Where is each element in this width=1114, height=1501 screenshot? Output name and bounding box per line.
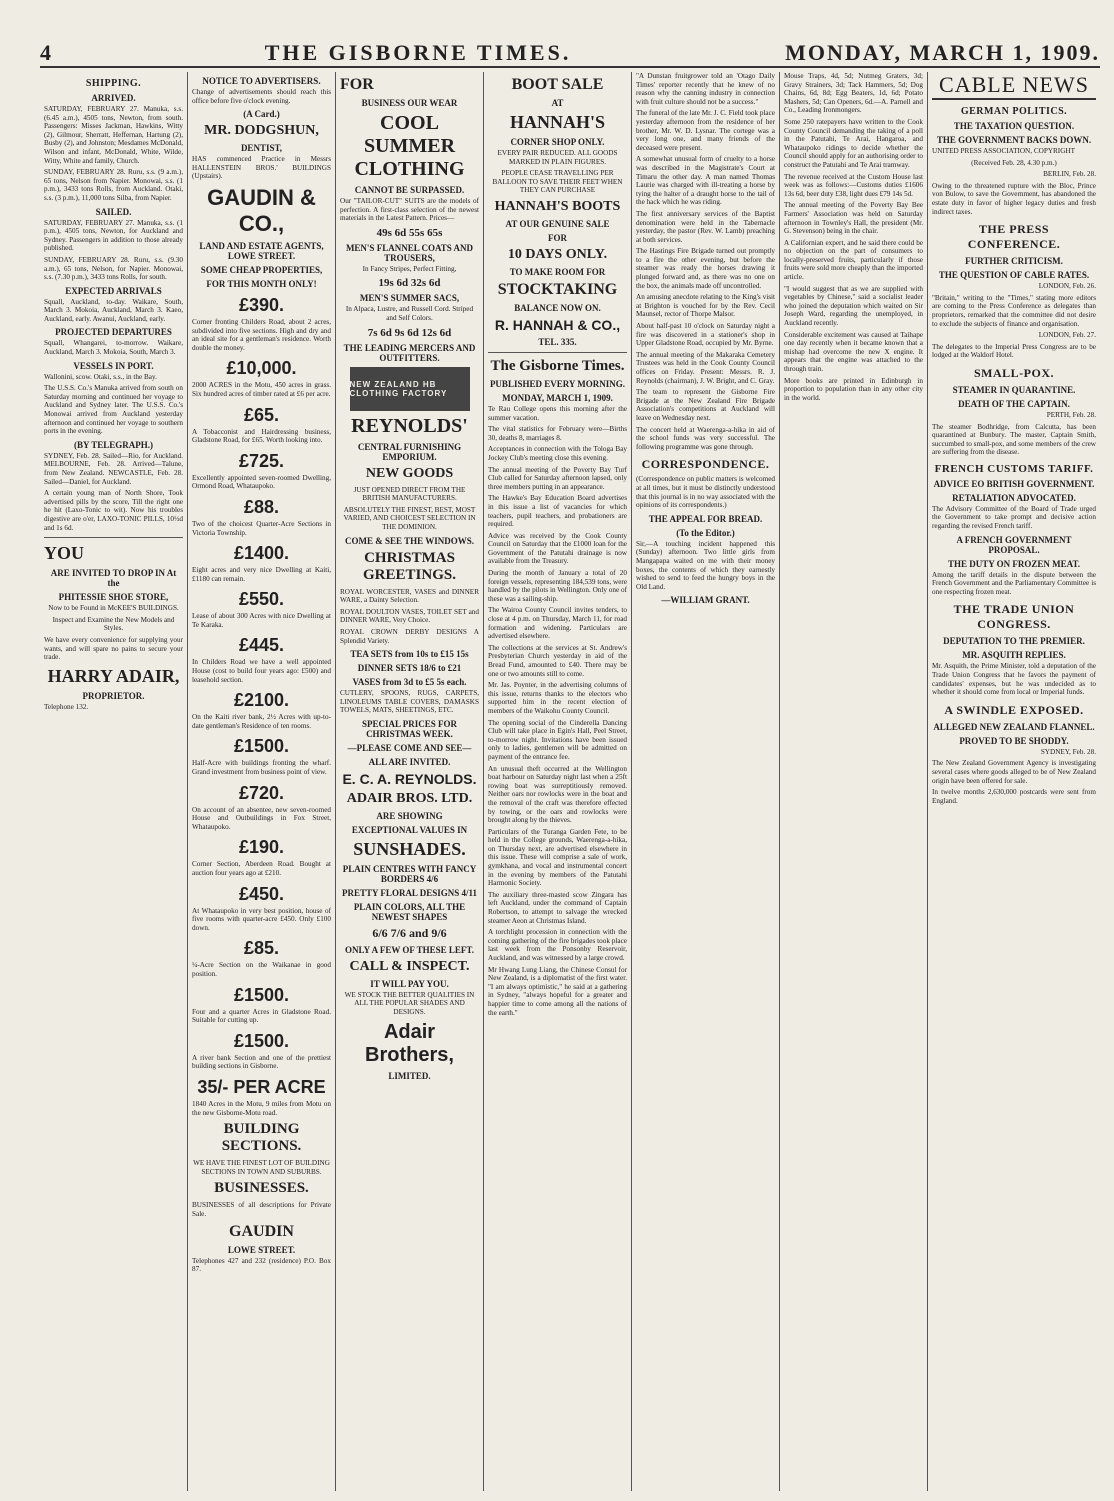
news-item: More books are printed in Edinburgh in proportion to population than in any other city in the world. (784, 376, 923, 402)
advert-text: MEN'S FLANNEL COATS AND TROUSERS, (345, 242, 474, 263)
advert-text: ABSOLUTELY THE FINEST, BEST, MOST VARIED, AND CHOICEST SELECTION IN THE DOMINION. (343, 505, 476, 531)
news-item: The annual meeting of the Makaraka Cemetery Trustees was held in the Cook County Council offices on Friday. Present: Messrs. R. J. Reynolds (chairman), J. W. Bright, and C. Gray. (636, 350, 775, 385)
price: £450. (238, 883, 285, 904)
price-line: PLAIN CENTRES WITH FANCY BORDERS 4/6 (342, 863, 477, 884)
advert-heading: BUSINESS OUR WEAR (361, 98, 458, 108)
price: £1500. (233, 736, 290, 757)
sub-heading: VESSELS IN PORT. (73, 360, 154, 371)
letter-salutation: (To the Editor.) (676, 527, 735, 538)
price-list: 7s 6d 9s 6d 12s 6d (367, 326, 452, 339)
column-local-news (484, 72, 632, 1491)
price: £1500. (233, 1030, 290, 1051)
section-heading: CABLE NEWS (932, 72, 1096, 100)
headline: SMALL-POX. (974, 365, 1054, 380)
article-text: SYDNEY, Feb. 28. Sailed—Rio, for Auckland. MELBOURNE, Feb. 28. Arrived—Talune, from New Zealand. NEWCASTLE, Feb. 28. Sailed—Daniel, for Auckland. (44, 451, 183, 486)
advert-text: THE LEADING MERCERS AND OUTFITTERS. (343, 342, 476, 363)
advert-text: EVERY PAIR REDUCED. ALL GOODS MARKED IN PLAIN FIGURES. (497, 149, 618, 166)
advert-text: CORNER SHOP ONLY. (510, 137, 605, 147)
advert-text: MEN'S SUMMER SACS, (359, 293, 460, 304)
advert-text: Telephone 132. (44, 702, 89, 711)
news-item: The collections at the services at St. Andrew's Presbyterian Church yesterday in aid of the Bread Fund, amounted to £40. There may be one or two amounts still to come. (488, 643, 627, 678)
news-item: The team to represent the Gisborne Fire Brigade at the New Zealand Fire Brigade Association's competitions at Auckland will leave on Wednesday next. (636, 388, 775, 422)
publication-note: PUBLISHED EVERY MORNING. (489, 378, 626, 389)
column-shipping (40, 72, 188, 1491)
advert-heading: YOU (44, 543, 84, 564)
column-local-news-2 (632, 72, 780, 1491)
advert-text: PEOPLE CEASE TRAVELLING PER BALLOON TO SAVE THEIR FEET WHEN THEY CAN PURCHASE (492, 169, 623, 195)
price: £725. (238, 450, 285, 471)
headline: GERMAN POLITICS. (960, 106, 1068, 117)
news-item: Mr Hwang Lung Liang, the Chinese Consul for New Zealand, is a diplomatist of the first water. "I am always optimistic," he said at a gathering in Sydney, "always hopeful for a greater and happier time to come among all the nations of the earth." (488, 965, 627, 1017)
advert-text: In Alpaca, Lustre, and Russell Cord. Striped and Self Colors. (345, 305, 474, 322)
advert-text: COME & SEE THE WINDOWS. (345, 535, 474, 546)
column-adverts-clothing (336, 72, 484, 1491)
advert-heading: HANNAH'S BOOTS (494, 198, 621, 214)
advert-text: LIMITED. (388, 1070, 431, 1081)
listing-text: At Whataupoko in very best position, house of five rooms with quarter-acre £450. Only £100 down. (192, 906, 331, 932)
news-item: "A Dunstan fruitgrower told an 'Otago Daily Times' reporter recently that he knew of no reason why the canning industry in connection with fruit culture should not be a success." (636, 72, 775, 106)
article-text: SATURDAY, FEBRUARY 27. Manuka, s.s. (6.45 a.m.), 4505 tons, Newton, from south. Passengers: Misses Jackman, Hawkins, Witty (2), Gilmour, Sherratt, Heffernan, Hartung (2), Busby (2), and Johnston; Mesdames McDonald, Wilson and infant, McDonald, White, Wilde, Witty, White and family, Church. (44, 105, 183, 165)
sub-heading: ADVICE EO BRITISH GOVERNMENT. (933, 478, 1095, 489)
news-item: An unusual theft occurred at the Wellington boat harbour on Saturday night last when a 25ft rowing boat was surreptitiously removed. Neither oars nor rowlocks were in the boat and the removal of the craft was therefore effected by towing, or the oars and rowlocks were brought along by the thieves. (488, 764, 627, 825)
listing-text: On account of an absentee, new seven-roomed House and Outbuildings in Fox Street, Whataupoko. (192, 805, 331, 831)
credit-line: UNITED PRESS ASSOCIATION, COPYRIGHT (932, 147, 1075, 155)
advert-text: LOWE STREET. (227, 1244, 296, 1255)
price: £88. (243, 496, 280, 517)
issue-date: MONDAY, MARCH 1, 1909. (785, 40, 1100, 65)
news-item: Te Rau College opens this morning after the summer vacation. (488, 404, 627, 422)
advert-heading: SUNSHADES. (353, 838, 466, 859)
news-item: Advice was received by the Cook County Council on Saturday that the £1000 loan for the Government of the Patutahi drainage is now available from the Treasury. (488, 531, 627, 566)
advert-text: SOME CHEAP PROPERTIES, (200, 264, 323, 275)
advert-text: Telephones 427 and 232 (residence) P.O. Box 87. (192, 1256, 331, 1274)
advert-text: ONLY A FEW OF THESE LEFT. (344, 944, 475, 955)
sub-heading: DEPUTATION TO THE PREMIER. (943, 636, 1085, 647)
letter-heading: THE APPEAL FOR BREAD. (648, 513, 763, 524)
price-line: VASES from 3d to £5 5s each. (352, 677, 467, 688)
price: £550. (238, 589, 285, 610)
listing-text: 1840 Acres in the Motu, 9 miles from Motu on the new Gisborne-Motu road. (192, 1099, 331, 1117)
headline: THE PRESS CONFERENCE. (967, 222, 1061, 252)
news-item: Considerable excitement was caused at Taihape one day recently when it became known that a mishap had overcome the new X engine. It appears that the engine was attached to the through train. (784, 330, 923, 373)
news-item: An amusing anecdote relating to the King's visit at Brighton is vouched for by the Rev. Cecil Maunsel, rector of Thorpe Malsor. (636, 293, 775, 319)
advert-text: FOR (548, 232, 567, 243)
article-text: The New Zealand Government Agency is investigating several cases where goods alleged to be of New Zealand origin have been offered for sale. (932, 759, 1096, 785)
listing-text: A Tobacconist and Hairdressing business, Gladstone Road, for £65. Worth looking into. (192, 427, 331, 445)
news-item: During the month of January a total of 20 foreign vessels, representing 184,539 tons, were handled by the pilots in Wellington. Only one of these was a sailing-ship. (488, 569, 627, 603)
advert-text: Inspect and Examine the New Models and Styles. (52, 615, 175, 633)
price-list: 49s 6d 55s 65s (376, 226, 443, 239)
article-text: The steamer Bodhridge, from Calcutta, has been quarantined at Bunbury. The master, Captain Smith, succumbed to small-pox, and some members of the crew are suffering from the disease. (932, 422, 1096, 457)
price: £190. (238, 837, 285, 858)
news-item: A Californian expert, and he said there could be no objection on the part of consumers to locally-preserved fruits, particularly if those fruits were sold more cheaply than the imported article. (784, 238, 923, 282)
news-item: The concert held at Waerenga-a-hika in aid of the school funds was very successful. The following programme was gone through. (636, 425, 775, 451)
sub-heading: (BY TELEGRAPH.) (73, 439, 153, 450)
sub-heading: SAILED. (95, 206, 132, 217)
article-text: The Advisory Committee of the Board of Trade urged the Government to take prompt and decisive action regarding the revised French tariff. (932, 504, 1096, 531)
hb-clothing-logo: NEW ZEALAND HB CLOTHING FACTORY (350, 367, 470, 411)
advert-text: (A Card.) (243, 109, 280, 120)
advert-text: WE HAVE THE FINEST LOT OF BUILDING SECTIONS IN TOWN AND SUBURBS. (193, 1159, 330, 1176)
headline: FRENCH CUSTOMS TARIFF. (934, 462, 1094, 475)
listing-text: Four and a quarter Acres in Gladstone Road. Suitable for cutting up. (192, 1007, 331, 1025)
dateline: LONDON, Feb. 27. (1038, 331, 1096, 340)
notice-text: Change of advertisements should reach this office before five o'clock evening. (192, 88, 331, 105)
advert-text: EXCEPTIONAL VALUES IN (351, 824, 468, 835)
news-item: Acceptances in connection with the Tologa Bay Jockey Club's meeting close this evening. (488, 445, 627, 462)
listing-text: 2000 ACRES in the Motu, 450 acres in grass. Six hundred acres of timber rated at £6 per acre. (192, 381, 331, 398)
listing-text: Excellently appointed seven-roomed Dwelling, Ormond Road, Whataupoko. (192, 473, 331, 491)
advert-heading: REYNOLDS' (351, 414, 468, 437)
sub-heading: THE DUTY ON FROZEN MEAT. (947, 558, 1081, 569)
price: £10,000. (226, 358, 297, 379)
advert-text: A certain young man of North Shore, Took advertised pills by the score, Till the right one he hit (Laxo-Tonic to wit). Now his troubles digestive are o'er, LAXO-TONIC PILLS, 10½d and 1s 6d. (44, 489, 183, 532)
advert-heading: HARRY ADAIR, (47, 665, 180, 686)
news-item: The Hastings Fire Brigade turned out promptly to a fire the other evening, but before the steamer was ready the horses drawing it plunged forward and, as there was no one on the box, the animals made off uncontrolled. (636, 247, 775, 290)
advert-heading: GAUDIN & CO., (207, 184, 316, 236)
dateline: PERTH, Feb. 28. (1046, 410, 1096, 419)
advert-heading: PHITESSIE SHOE STORE, (58, 592, 169, 603)
news-item: A somewhat unusual form of cruelty to a horse was described in the Magistrate's Court at Timaru the other day. A man named Thomas Laurie was charged with ill-treating a horse by tying the halter of a draught horse to the tail of the hack which he was riding. (636, 155, 775, 207)
letter-text: Sir,—A touching incident happened this (Sunday) afternoon. Two little girls from Mangapapa waited on me with their money boxes, the contents of which they earnestly wished to send to feed the hungry boys in the Old Land. (636, 539, 775, 591)
sub-heading: STEAMER IN QUARANTINE. (952, 384, 1076, 395)
advert-text: We have every convenience for supplying your wants, and will spare no pains to secure your trade. (44, 635, 183, 662)
sub-heading: MR. ASQUITH REPLIES. (962, 650, 1066, 661)
listing-text: ¼-Acre Section on the Waikanae in good position. (192, 961, 331, 978)
advert-text: ALL ARE INVITED. (368, 756, 451, 767)
advert-text: PROPRIETOR. (82, 690, 145, 701)
advert-text: —PLEASE COME AND SEE— (347, 742, 472, 753)
news-item: The annual meeting of the Poverty Bay Bee Farmers' Association was held on Saturday afternoon in Townley's Hall, the president (Mr. G. Stevenson) being in the chair. (784, 201, 923, 236)
advert-text: CANNOT BE SURPASSED. (354, 185, 465, 195)
sub-heading: THE QUESTION OF CABLE RATES. (938, 270, 1090, 281)
price-line: PLAIN COLORS, ALL THE NEWEST SHAPES (353, 901, 466, 922)
sub-heading: ARRIVED. (91, 93, 136, 103)
article-text: SUNDAY, FEBRUARY 28. Ruru, s.s. (9.30 a.m.), 65 tons, Nelson, for Napier. Monowai, s.s. (7.30 p.m.), 3433 tons Rolls, for south. (44, 255, 183, 282)
sub-heading: RETALIATION ADVOCATED. (952, 492, 1076, 503)
advert-text: In Fancy Stripes, Perfect Fitting, (362, 264, 457, 273)
news-item: The Hawke's Bay Education Board advertises in this issue a list of vacancies for which teachers, pupil teachers, and probationers are required. (488, 494, 627, 529)
advert-heading: E. C. A. REYNOLDS. (342, 770, 477, 787)
price: 35/- PER ACRE (197, 1076, 326, 1097)
advert-heading: HANNAH'S (509, 112, 605, 132)
news-item: About half-past 10 o'clock on Saturday night a fire was discovered in a stationer's shop in Upper Gladstone Road, occupied by Mr. Byrne. (636, 322, 775, 348)
advert-text: LAND AND ESTATE AGENTS, LOWE STREET. (199, 240, 324, 261)
column-adverts (188, 72, 336, 1491)
article-text: SUNDAY, FEBRUARY 28. Ruru, s.s. (9 a.m.), 65 tons, Nelson from Napier. Monowai, s.s. (1 p.m.), 3433 tons Rolls, from Auckland. Otaki, s.s. (3 p.m.), 11,000 tons Silba, from Napier. (44, 168, 183, 202)
sub-heading: EXPECTED ARRIVALS (65, 285, 162, 296)
column-cable-news (928, 72, 1100, 1491)
article-text: Squall, Whangarei, to-morrow. Waikare, Auckland, March 3. Mokoia, South, March 3. (44, 339, 183, 357)
divider (488, 352, 627, 353)
newspaper-title: THE GISBORNE TIMES. (264, 40, 572, 65)
sub-heading: ALLEGED NEW ZEALAND FLANNEL. (933, 721, 1095, 732)
news-item: Mouse Traps, 4d, 5d; Nutmeg Graters, 3d; Gravy Strainers, 3d; Tack Hammers, 5d; Dog Chains, 6d, 8d; Egg Beaters, 1d, 6d; Potato Mashers, 5d; Can Openers, 6d.—A. Parnell and Co., Leading Ironmongers. (784, 72, 923, 115)
listing-text: Two of the choicest Quarter-Acre Sections in Victoria Township. (192, 519, 331, 537)
advert-text: CUTLERY, SPOONS, RUGS, CARPETS, LINOLEUMS TABLE COVERS, DAMASKS TOWELS, MATS, SHEETINGS, ETC. (340, 689, 479, 715)
advert-text: AT OUR GENUINE SALE (505, 218, 610, 229)
listing-text: On the Kaiti river bank, 2½ Acres with up-to-date gentleman's Residence of ten rooms. (192, 713, 331, 730)
price-list: 6/6 7/6 and 9/6 (372, 925, 447, 940)
headline: THE TRADE UNION CONGRESS. (953, 602, 1075, 632)
price: £445. (238, 635, 285, 656)
issue-date: MONDAY, MARCH 1, 1909. (502, 392, 613, 403)
news-item: A torchlight procession in connection with the coming gathering of the fire brigades took place last week from the Ponsonby Reservoir, Auckland, and was witnessed by a large crowd. (488, 928, 627, 962)
price: £85. (243, 938, 280, 959)
column-local-news-3 (780, 72, 928, 1491)
divider (44, 537, 183, 538)
advert-text: ROYAL DOULTON VASES, TOILET SET and DINNER WARE, Very Choice. (340, 607, 479, 625)
news-item: Particulars of the Turanga Garden Fete, to be held in the College grounds, Waerenga-a-hika, on Thursday next, are advertised elsewhere in this issue. These will comprise a sale of work, gymkhana, and vocal and instrumental concert in the evening by members of the Patutahi Harmonic Society. (488, 827, 627, 888)
advert-heading: CALL & INSPECT. (349, 958, 470, 974)
news-item: The opening social of the Cinderella Dancing Club will take place in Egin's Hall, Peel Street, to-morrow night. Invitations have been issued only to ladies, gentlemen will be admitted on payment of the entrance fee. (488, 718, 627, 761)
news-item: Mr. Jas. Poynter, in the advertising columns of this issue, returns thanks to the electors who supported him in the recent election of members of the Waikohu County Council. (488, 681, 627, 715)
news-item: The funeral of the late Mr. J. C. Field took place yesterday afternoon from the residence of her brother, Mr. W. D. Lysnar. The cortege was a very long one, and many friends of the deceased were present. (636, 109, 775, 152)
advert-heading: CHRISTMAS GREETINGS. (363, 549, 456, 583)
letter-signature: —WILLIAM GRANT. (661, 595, 750, 606)
advert-text: TO MAKE ROOM FOR (509, 266, 606, 277)
advert-text: WE STOCK THE BETTER QUALITIES IN ALL THE POPULAR SHADES AND DESIGNS. (344, 990, 475, 1017)
sub-heading: PROVED TO BE SHODDY. (959, 735, 1069, 746)
article-text: Mr. Asquith, the Prime Minister, told a deputation of the Trade Union Congress that he favors the payment of candidates' expenses, but he was undecided as to whether it should come from local or Imperial funds. (932, 662, 1096, 697)
advert-text: BALANCE NOW ON. (514, 302, 601, 313)
section-heading: CORRESPONDENCE. (641, 457, 770, 472)
news-item: "I would suggest that as we are supplied with vegetables by Chinese," said a socialist leader who joined the deputation which waited on Sir Joseph Ward, regarding the unemployed, in Auckland recently. (784, 284, 923, 328)
headline: A SWINDLE EXPOSED. (944, 702, 1084, 717)
news-item: The revenue received at the Custom House last week was as follows:—Customs duties £1606 13s 6d, beer duty £38, light dues £79 14s 5d. (784, 172, 923, 198)
advert-heading: NEW GOODS (365, 465, 454, 481)
editorial-note: (Correspondence on public matters is welcomed at all times, but it must be distinctly understood that this journal is in no way associated with the opinions of its correspondents.) (636, 475, 775, 510)
advert-heading: BUSINESSES. (214, 1180, 309, 1197)
advert-text: FOR THIS MONTH ONLY! (206, 278, 317, 289)
price: £2100. (233, 690, 290, 711)
advert-text: ROYAL CROWN DERBY DESIGNS A Splendid Variety. (340, 627, 479, 645)
advert-text: Our "TAILOR-CUT" SUITS are the models of perfection. A first-class selection of the newest materials in the Latest Pattern. Prices— (340, 197, 479, 223)
listing-text: Half-Acre with buildings fronting the wharf. Grand investment from business point of view. (192, 759, 331, 777)
listing-text: Corner Section, Aberdeen Road. Bought at auction four years ago at £210. (192, 860, 331, 877)
article-text: Wallonini, scow. Otaki, s.s., in the Bay. (44, 372, 157, 381)
advert-text: AT (551, 98, 564, 108)
sub-heading: THE GOVERNMENT BACKS DOWN. (936, 135, 1092, 145)
listing-text: Corner fronting Childers Road, about 2 acres, subdivided into five sections. High and dry and an ideal site for a gentleman's residence. Worth double the money. (192, 317, 331, 352)
advert-heading: STOCKTAKING (497, 280, 618, 298)
advert-text: SPECIAL PRICES FOR CHRISTMAS WEEK. (361, 718, 458, 739)
advert-heading: COOL SUMMER CLOTHING (354, 112, 465, 180)
price: £1500. (233, 984, 290, 1005)
paper-nameplate: The Gisborne Times. (490, 357, 625, 374)
received-line: (Received Feb. 28, 4.30 p.m.) (971, 158, 1057, 167)
listing-text: In Childers Road we have a well appointed House (cost to build four years ago: £500) and leasehold section. (192, 658, 331, 684)
article-text: Owing to the threatened rupture with the Bloc, Prince von Bulow, to save the Government, has abandoned the estate duty in favor of higher legacy duties and fresh indirect taxes. (932, 181, 1096, 216)
advert-text: ARE SHOWING (376, 810, 443, 821)
news-item: Some 250 ratepayers have written to the Cook County Council demanding the taking of a poll in the Patutahi, Te Arai, Hangaroa, and Whataupoko ridings to decide whether the Council should apply for an authorising order to construct the Patutahi and Te Arai tramway. (784, 117, 923, 169)
sub-heading: DEATH OF THE CAPTAIN. (958, 398, 1070, 409)
masthead (40, 36, 1100, 68)
article-text: In twelve months 2,630,000 postcards were sent from England. (932, 788, 1096, 805)
price-line: DINNER SETS 18/6 to £21 (357, 663, 462, 674)
news-item: The first anniversary services of the Baptist denomination were held in the Tabernacle yesterday, the pastor (Rev. W. Lamb) preaching at both services. (636, 209, 775, 244)
advert-heading: GAUDIN (229, 1222, 294, 1240)
advert-text: Now to be Found in McKEE'S BUILDINGS. (48, 604, 179, 613)
article-text: Among the tariff details in the dispute between the French Government and the Parliamentary Committee is one respecting frozen meat. (932, 570, 1096, 596)
sub-heading: FURTHER CRITICISM. (965, 256, 1063, 267)
news-item: The vital statistics for February were—Births 30, deaths 8, marriages 8. (488, 425, 627, 442)
article-text: "Britain," writing to the "Times," stating more editors are coming to the Press Conference as delegates than proprietors, remarked that the committee did not desire to exclude the subjects of finance and organisation. (932, 293, 1096, 328)
price: £1400. (233, 543, 290, 564)
article-text: Squall, Auckland, to-day. Waikare, South, March 3. Mokoia, Auckland, March 3. Kaeo, Auckland, early. Awanui, Auckland, early. (44, 297, 183, 323)
sub-heading: PROJECTED DEPARTURES (55, 327, 172, 338)
advert-heading: ADAIR BROS. LTD. (346, 790, 473, 806)
price: £65. (243, 404, 280, 425)
sub-heading: THE TAXATION QUESTION. (953, 121, 1075, 131)
advert-text: IT WILL PAY YOU. (370, 978, 449, 989)
listing-text: Lease of about 300 Acres with nice Dwelling at Te Karaka. (192, 612, 331, 629)
advert-text: BUSINESSES of all descriptions for Private Sale. (192, 1201, 331, 1218)
advert-text: ARE INVITED TO DROP IN At the (50, 568, 177, 589)
page-number: 4 (40, 40, 51, 65)
advert-heading: 10 DAYS ONLY. (507, 246, 608, 262)
price-list: 19s 6d 32s 6d (378, 277, 441, 290)
article-text: The U.S.S. Co.'s Manuka arrived from south on Saturday morning and continued her voyage to Auckland and Sydney later. The U.S.S. Co.'s Monowai arrived from Auckland yesterday afternoon and continued her voyage to southern ports in the evening. (44, 384, 183, 436)
price-line: PRETTY FLORAL DESIGNS 4/11 (342, 887, 477, 898)
advert-heading: BUILDING SECTIONS. (221, 1121, 302, 1155)
advert-heading: MR. DODGSHUN, (204, 123, 319, 139)
news-item: The Wairoa County Council invites tenders, to close at 4 p.m. on Thursday, March 11, for road formation and widening. Particulars are advertised elsewhere. (488, 606, 627, 641)
advert-text: HAS commenced Practice in Messrs HALLENSTEIN BROS.' BUILDINGS (Upstairs). (192, 155, 331, 181)
advert-text: ROYAL WORCESTER, VASES and DINNER WARE, a Dainty Selection. (340, 587, 479, 605)
sub-heading: A FRENCH GOVERNMENT PROPOSAL. (956, 534, 1072, 555)
advert-heading: R. HANNAH & CO., (494, 316, 621, 333)
dateline: LONDON, Feb. 26. (1038, 282, 1096, 291)
notice-heading: NOTICE TO ADVERTISERS. (202, 76, 321, 86)
price-line: TEA SETS from 10s to £15 15s (350, 649, 469, 660)
advert-text: TEL. 335. (538, 336, 577, 347)
article-text: SATURDAY, FEBRUARY 27. Manuka, s.s. (1 p.m.), 4505 tons, Newton, for Auckland and Sydney. Passengers in addition to those already published. (44, 218, 183, 253)
price: £390. (238, 294, 285, 315)
advert-heading: Adair Brothers, (365, 1020, 454, 1066)
news-item: The annual meeting of the Poverty Bay Turf Club called for Saturday afternoon lapsed, only three members putting in an appearance. (488, 465, 627, 491)
article-text: The delegates to the Imperial Press Congress are to be lodged at the Waldorf Hotel. (932, 342, 1096, 360)
listing-text: Eight acres and very nice Dwelling at Kaiti, £1180 can remain. (192, 566, 331, 583)
advert-heading: BOOT SALE (511, 76, 604, 93)
advert-text: CENTRAL FURNISHING EMPORIUM. (357, 441, 462, 462)
listing-text: A river bank Section and one of the prettiest building sections in Gisborne. (192, 1053, 331, 1071)
price: £720. (238, 782, 285, 803)
advert-text: DENTIST, (240, 143, 283, 154)
dateline: BERLIN, Feb. 28. (1043, 170, 1096, 179)
news-item: The auxiliary three-masted scow Zingara has left Auckland, under the command of Captain Robertson, to attempt to salvage the wrecked steamer Aeon at Christmas Island. (488, 890, 627, 925)
dateline: SYDNEY, Feb. 28. (1040, 747, 1096, 756)
advert-text: JUST OPENED DIRECT FROM THE BRITISH MANUFACTURERS. (353, 485, 466, 503)
advert-heading: FOR (340, 76, 374, 93)
section-heading: SHIPPING. (85, 78, 142, 89)
